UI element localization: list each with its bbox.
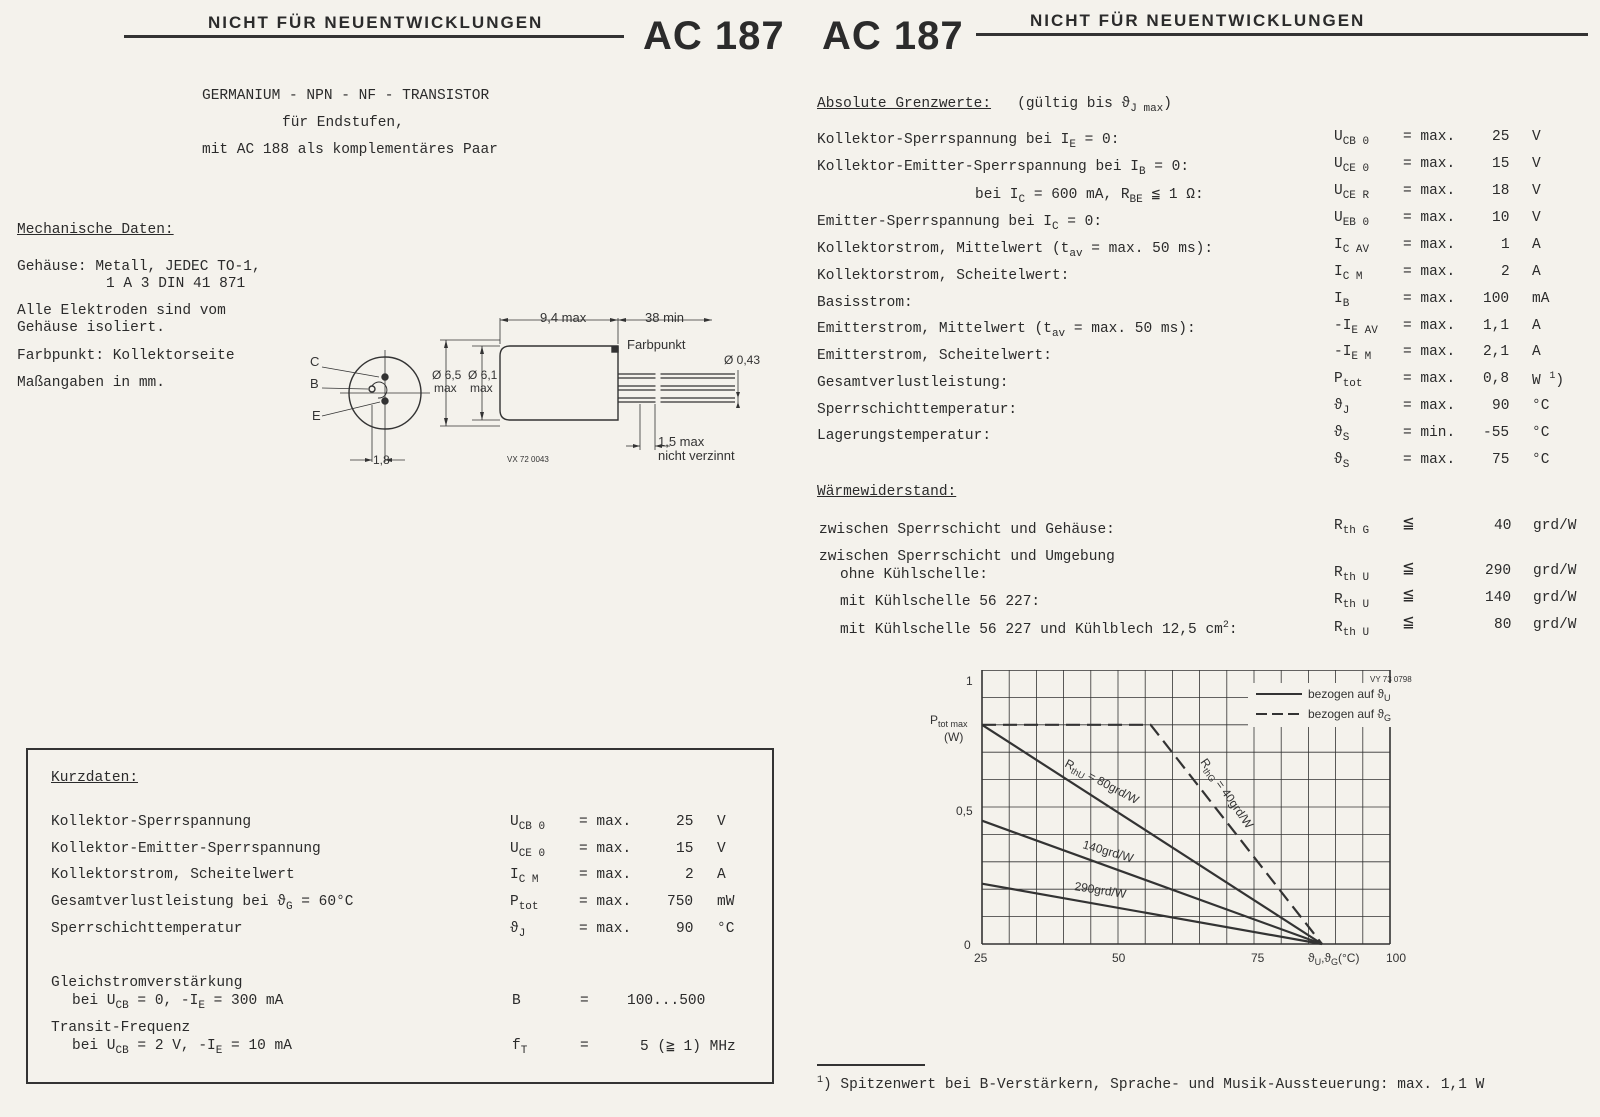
waerme-sym: R <box>1334 565 1343 581</box>
waerme-val: 80 <box>1494 617 1512 633</box>
grenz-val: 0,8 <box>1483 371 1510 387</box>
kurz-rel: = max. <box>579 921 632 937</box>
grenz-sym: P <box>1334 371 1343 387</box>
gleich-cond-rest2: = 300 mA <box>204 993 284 1009</box>
grenz-sym-sub: J <box>1342 404 1350 417</box>
waerme-unit: grd/W <box>1533 518 1577 534</box>
kurz-unit: A <box>717 867 726 883</box>
waerme-label: mit Kühlschelle 56 227: <box>840 594 1041 610</box>
footnote-mark: 1 <box>817 1075 824 1086</box>
transit-cond-rest2: = 10 mA <box>222 1038 292 1054</box>
waerme-unit: grd/W <box>1533 590 1577 606</box>
dia-inner-max: max <box>470 381 493 395</box>
kurz-sym: U <box>510 814 519 830</box>
mech-gehaeuse-2: 1 A 3 DIN 41 871 <box>106 276 246 292</box>
grenz-val: 1 <box>1501 237 1510 253</box>
grenz-val: 18 <box>1492 183 1510 199</box>
grenz-unit: °C <box>1532 398 1550 414</box>
grenz-unit: °C <box>1532 452 1550 468</box>
grenz-heading: Absolute Grenzwerte: <box>817 96 992 112</box>
waerme-heading: Wärmewiderstand: <box>817 484 957 500</box>
waerme-cm-end: : <box>1228 621 1238 638</box>
grenz-label-rest: = 0: <box>1058 214 1103 230</box>
waerme-sym-sub: th U <box>1342 598 1370 611</box>
grenz-sym: ϑ <box>1334 425 1343 441</box>
grenz-val: 2 <box>1501 264 1510 280</box>
lead-note-1: 1,5 max <box>658 434 705 449</box>
kurz-sym-sub: J <box>518 927 526 940</box>
grenz-label-rest: = max. 50 ms): <box>1065 321 1196 337</box>
grenz-sym: U <box>1334 129 1343 145</box>
waerme-rel: ≦ <box>1403 559 1414 579</box>
waerme-rel: ≦ <box>1403 586 1414 606</box>
grenz-unit: W <box>1532 372 1541 389</box>
grenz-label-sub: C <box>1018 193 1026 206</box>
grenz-sym: U <box>1334 183 1343 199</box>
grenz-val: 100 <box>1483 291 1510 307</box>
series-label-290: 290grd/W <box>1073 879 1128 902</box>
right-title: AC 187 <box>822 14 964 58</box>
waerme-rel: ≦ <box>1403 613 1414 633</box>
waerme-sym-sub: th U <box>1342 626 1370 639</box>
transit-label: Transit-Frequenz <box>51 1020 191 1036</box>
y-axis-label: $P_{tot max}$ <box>930 713 968 729</box>
dia-inner-label: Ø 6,1 <box>468 368 498 382</box>
derating-chart <box>930 670 1420 1000</box>
dia-outer-max: max <box>434 381 457 395</box>
grenz-sym: U <box>1334 210 1343 226</box>
grenz-label: Kollektor-Sperrspannung bei I <box>817 132 1070 148</box>
waerme-val: 290 <box>1485 563 1512 579</box>
kurz-rel: = max. <box>579 841 632 857</box>
waerme-sym-sub: th G <box>1342 524 1370 537</box>
grenz-sym-sub: C M <box>1342 270 1363 283</box>
gleich-cond-sub2: E <box>198 999 205 1012</box>
left-header-rule <box>124 35 624 38</box>
grenz-rel: = max. <box>1403 183 1456 199</box>
grenz-rbe-rest: ≦ 1 Ω: <box>1142 187 1204 203</box>
kurz-val: 2 <box>685 867 694 883</box>
kurz-label: Kollektorstrom, Scheitelwert <box>51 867 295 883</box>
grenz-rel: = min. <box>1403 425 1456 441</box>
pin-e-dot <box>382 398 388 404</box>
grenz-sym-sub: E M <box>1351 350 1372 363</box>
kurz-cond-sub: G <box>285 900 293 913</box>
grenz-unit: V <box>1532 210 1541 226</box>
grenz-val: 2,1 <box>1483 344 1510 360</box>
transit-cond-sub2: E <box>215 1044 223 1057</box>
gleich-val: 100...500 <box>627 993 706 1009</box>
grenz-sym-sub: S <box>1342 458 1350 471</box>
mech-masse: Maßangaben in mm. <box>17 375 165 391</box>
gleich-cond-sub: CB <box>115 999 129 1012</box>
grenz-sym: ϑ <box>1334 398 1343 414</box>
kurz-label: Kollektor-Sperrspannung <box>51 814 252 830</box>
grenz-label-rest: = 600 mA, R <box>1025 187 1130 203</box>
grenz-label: Basisstrom: <box>817 295 913 311</box>
x-tick-label: 25 <box>974 951 988 965</box>
grenz-sym-sub: CE 0 <box>1342 162 1370 175</box>
pin-e-label: E <box>312 408 321 423</box>
footnote-rule <box>817 1064 925 1066</box>
grenz-label: Lagerungstemperatur: <box>817 428 992 444</box>
series-label-140: 140grd/W <box>1081 837 1136 866</box>
grenz-sym: I <box>1334 237 1343 253</box>
grenz-label-sub: B <box>1138 165 1146 178</box>
gleich-cond: bei U <box>72 993 116 1009</box>
grenz-label-sub: av <box>1069 247 1083 260</box>
grenz-label-rest: = 0: <box>1075 132 1120 148</box>
len-body-label: 9,4 max <box>540 310 587 325</box>
grenz-rel: = max. <box>1403 210 1456 226</box>
waerme-label: mit Kühlschelle 56 227 und Kühlblech 12,5 cm <box>840 621 1223 638</box>
grenz-rel: = max. <box>1403 398 1456 414</box>
gleich-label: Gleichstromverstärkung <box>51 975 243 991</box>
waerme-sym: R <box>1334 620 1343 636</box>
pin-c-label: C <box>310 354 320 369</box>
grenz-unit: mA <box>1532 291 1550 307</box>
grenz-sym-sub: S <box>1342 431 1350 444</box>
grenz-rel: = max. <box>1403 291 1456 307</box>
waerme-cm-sup: 2 <box>1222 620 1229 631</box>
grenz-sym-sub: C AV <box>1342 243 1370 256</box>
grenz-label: Kollektorstrom, Scheitelwert: <box>817 268 1070 284</box>
grenz-label: Kollektorstrom, Mittelwert (t <box>817 241 1070 257</box>
transit-sym: f <box>512 1038 521 1054</box>
grenz-unit: °C <box>1532 425 1550 441</box>
grenz-sym: I <box>1334 291 1343 307</box>
kurz-rel: = max. <box>579 867 632 883</box>
waerme-sym: R <box>1334 518 1343 534</box>
intro-line-2: für Endstufen, <box>282 115 404 131</box>
pin-b-dot <box>369 386 375 392</box>
dia-outer-label: Ø 6,5 <box>432 368 462 382</box>
grenz-sym-sub: B <box>1342 297 1350 310</box>
x-tick-label: 100 <box>1386 951 1407 965</box>
kurz-label: Sperrschichttemperatur <box>51 921 243 937</box>
kurz-label: Kollektor-Emitter-Sperrspannung <box>51 841 321 857</box>
kurz-rel: = max. <box>579 894 632 910</box>
grenz-sym: -I <box>1334 344 1352 360</box>
x-axis-label: $ϑ_U,ϑ_G(^\circ C)$ <box>1308 951 1360 967</box>
grenz-note: (gültig bis ϑ <box>1017 96 1131 112</box>
grenz-unit: A <box>1532 237 1541 253</box>
grenz-val: 25 <box>1492 129 1510 145</box>
grenz-unit: V <box>1532 129 1541 145</box>
grenz-label-sub: C <box>1051 220 1059 233</box>
legend-solid-label: bezogen auf $ϑ_U$ <box>1308 687 1391 703</box>
mech-isol-2: Gehäuse isoliert. <box>17 320 165 336</box>
kurz-sym-sub: tot <box>518 900 539 913</box>
kurz-unit: V <box>717 841 726 857</box>
gleich-sym: B <box>512 993 521 1009</box>
grenz-unit: A <box>1532 264 1541 280</box>
mech-farbpunkt: Farbpunkt: Kollektorseite <box>17 348 235 364</box>
case-side-view <box>500 346 618 420</box>
intro-line-3: mit AC 188 als komplementäres Paar <box>202 142 498 158</box>
grenz-unit: A <box>1532 318 1541 334</box>
transit-cond-sub: CB <box>115 1044 129 1057</box>
pin-spacing-label: 1,8 <box>373 453 390 467</box>
grenz-label: Sperrschichttemperatur: <box>817 402 1018 418</box>
transit-cond-rest: = 2 V, -I <box>128 1038 216 1054</box>
transit-rel: = <box>580 1038 589 1054</box>
grenz-label: Emitterstrom, Scheitelwert: <box>817 348 1052 364</box>
kurz-sym: ϑ <box>510 921 519 937</box>
series-line-1 <box>982 821 1322 944</box>
mech-isol-1: Alle Elektroden sind vom <box>17 303 226 319</box>
kurz-val: 750 <box>667 894 694 910</box>
grenz-rel: = max. <box>1403 237 1456 253</box>
kurz-sym-sub: CE 0 <box>518 847 546 860</box>
grenz-note-end: ) <box>1163 96 1172 112</box>
grenz-sym-sub: E AV <box>1351 324 1378 337</box>
waerme-sym-sub: th U <box>1342 571 1370 584</box>
waerme-rel: ≦ <box>1403 514 1414 534</box>
grenz-label-sub: E <box>1069 138 1076 151</box>
lead-note-2: nicht verzinnt <box>658 448 735 463</box>
kurz-sym-sub: C M <box>518 873 539 886</box>
right-obsolete-note: NICHT FÜR NEUENTWICKLUNGEN <box>1030 11 1366 30</box>
farbpunkt-mark <box>612 347 618 352</box>
grenz-rel: = max. <box>1403 452 1456 468</box>
waerme-umgebung-label: zwischen Sperrschicht und Umgebung <box>819 549 1115 565</box>
grenz-rel: = max. <box>1403 318 1456 334</box>
grenz-rel: = max. <box>1403 156 1456 172</box>
waerme-label: zwischen Sperrschicht und Gehäuse: <box>819 522 1115 538</box>
grenz-val: 90 <box>1492 398 1510 414</box>
farbpunkt-label: Farbpunkt <box>627 337 686 352</box>
footnote-text: ) Spitzenwert bei B-Verstärkern, Sprache- und Musik-Aussteuerung: max. 1,1 W <box>823 1076 1485 1093</box>
leads <box>618 374 735 402</box>
chart-code: VY 73 0798 <box>1370 675 1412 684</box>
transit-val: 5 (≧ 1) MHz <box>640 1039 736 1055</box>
grenz-sym-sub: CE R <box>1342 189 1370 202</box>
grenz-sym: -I <box>1334 318 1352 334</box>
footnote-ref: 1 <box>1549 371 1556 382</box>
kurz-sym: P <box>510 894 519 910</box>
waerme-val: 40 <box>1494 518 1512 534</box>
mech-heading: Mechanische Daten: <box>17 222 174 238</box>
kurz-val: 25 <box>676 814 694 830</box>
waerme-unit: grd/W <box>1533 617 1577 633</box>
transit-cond: bei U <box>72 1038 116 1054</box>
transit-sym-sub: T <box>520 1044 528 1057</box>
x-tick-label: 75 <box>1251 951 1265 965</box>
grenz-label-rest: = 0: <box>1145 159 1190 175</box>
kurz-label: Gesamtverlustleistung bei ϑ <box>51 894 286 910</box>
grenz-unit: A <box>1532 344 1541 360</box>
grenz-label: Gesamtverlustleistung: <box>817 375 1009 391</box>
grenz-sym: U <box>1334 156 1343 172</box>
dia-lead-label: Ø 0,43 <box>724 353 761 367</box>
waerme-val: 140 <box>1485 590 1512 606</box>
grenz-val: 75 <box>1492 452 1510 468</box>
kurz-unit: V <box>717 814 726 830</box>
kurz-rel: = max. <box>579 814 632 830</box>
waerme-label: ohne Kühlschelle: <box>840 567 988 583</box>
grenz-sym-sub: tot <box>1342 377 1363 390</box>
mechanical-drawing <box>300 300 780 490</box>
mech-gehaeuse-1: Gehäuse: Metall, JEDEC TO-1, <box>17 259 261 275</box>
grenz-rel: = max. <box>1403 264 1456 280</box>
intro-line-1: GERMANIUM - NPN - NF - TRANSISTOR <box>202 88 490 104</box>
grenz-label: Emitter-Sperrspannung bei I <box>817 214 1052 230</box>
x-tick-label: 50 <box>1112 951 1126 965</box>
grenz-rbe-sub: BE <box>1129 193 1143 206</box>
gleich-rel: = <box>580 993 589 1009</box>
grenz-rel: = max. <box>1403 371 1456 387</box>
series-label-80: $R_{thU} = 80grd/W$ <box>1062 756 1142 808</box>
y-axis-unit: (W) <box>944 730 964 744</box>
left-obsolete-note: NICHT FÜR NEUENTWICKLUNGEN <box>208 13 544 32</box>
kurz-unit: °C <box>717 921 735 937</box>
series-label-40: $R_{thG} = 40grd/W$ <box>1197 755 1257 832</box>
kurz-sym: I <box>510 867 519 883</box>
kurz-sym: U <box>510 841 519 857</box>
grenz-rel: = max. <box>1403 344 1456 360</box>
kurz-heading: Kurzdaten: <box>51 770 139 786</box>
grenz-sym: ϑ <box>1334 452 1343 468</box>
kurz-val: 90 <box>676 921 694 937</box>
grenz-label-rest: = max. 50 ms): <box>1082 241 1214 257</box>
gleich-cond-rest: = 0, -I <box>128 993 199 1009</box>
grenz-label: bei I <box>975 187 1019 203</box>
grenz-sym-sub: CB 0 <box>1342 135 1370 148</box>
len-leads-label: 38 min <box>645 310 685 325</box>
grenz-label-sub: av <box>1051 327 1066 340</box>
grenz-unit: V <box>1532 183 1541 199</box>
grenz-label: Kollektor-Emitter-Sperrspannung bei I <box>817 159 1139 175</box>
grenz-val: 10 <box>1492 210 1510 226</box>
grenz-val: 15 <box>1492 156 1510 172</box>
grenz-val: 1,1 <box>1483 318 1510 334</box>
left-title: AC 187 <box>643 14 785 58</box>
right-header-rule <box>976 33 1588 36</box>
waerme-unit: grd/W <box>1533 563 1577 579</box>
y-tick-label: 0 <box>964 938 971 952</box>
y-tick-label: 1 <box>966 673 973 688</box>
legend-dashed-label: bezogen auf $ϑ_G$ <box>1308 707 1391 723</box>
grenz-sym: I <box>1334 264 1343 280</box>
kurz-cond-val: = 60°C <box>292 894 354 910</box>
kurz-sym-sub: CB 0 <box>518 820 546 833</box>
drawing-code: VX 72 0043 <box>507 455 549 464</box>
series-line-2 <box>982 884 1322 944</box>
footnote-ref-close: ) <box>1555 372 1565 389</box>
kurz-unit: mW <box>717 894 735 910</box>
pin-b-label: B <box>310 376 319 391</box>
y-tick-label: 0,5 <box>956 804 973 818</box>
pin-c-dot <box>382 374 388 380</box>
grenz-rel: = max. <box>1403 129 1456 145</box>
grenz-val: -55 <box>1483 425 1510 441</box>
grenz-note-sub: J max <box>1130 102 1164 115</box>
grenz-label: Emitterstrom, Mittelwert (t <box>817 321 1052 337</box>
kurz-val: 15 <box>676 841 694 857</box>
waerme-sym: R <box>1334 592 1343 608</box>
grenz-unit: V <box>1532 156 1541 172</box>
grenz-sym-sub: EB 0 <box>1342 216 1370 229</box>
